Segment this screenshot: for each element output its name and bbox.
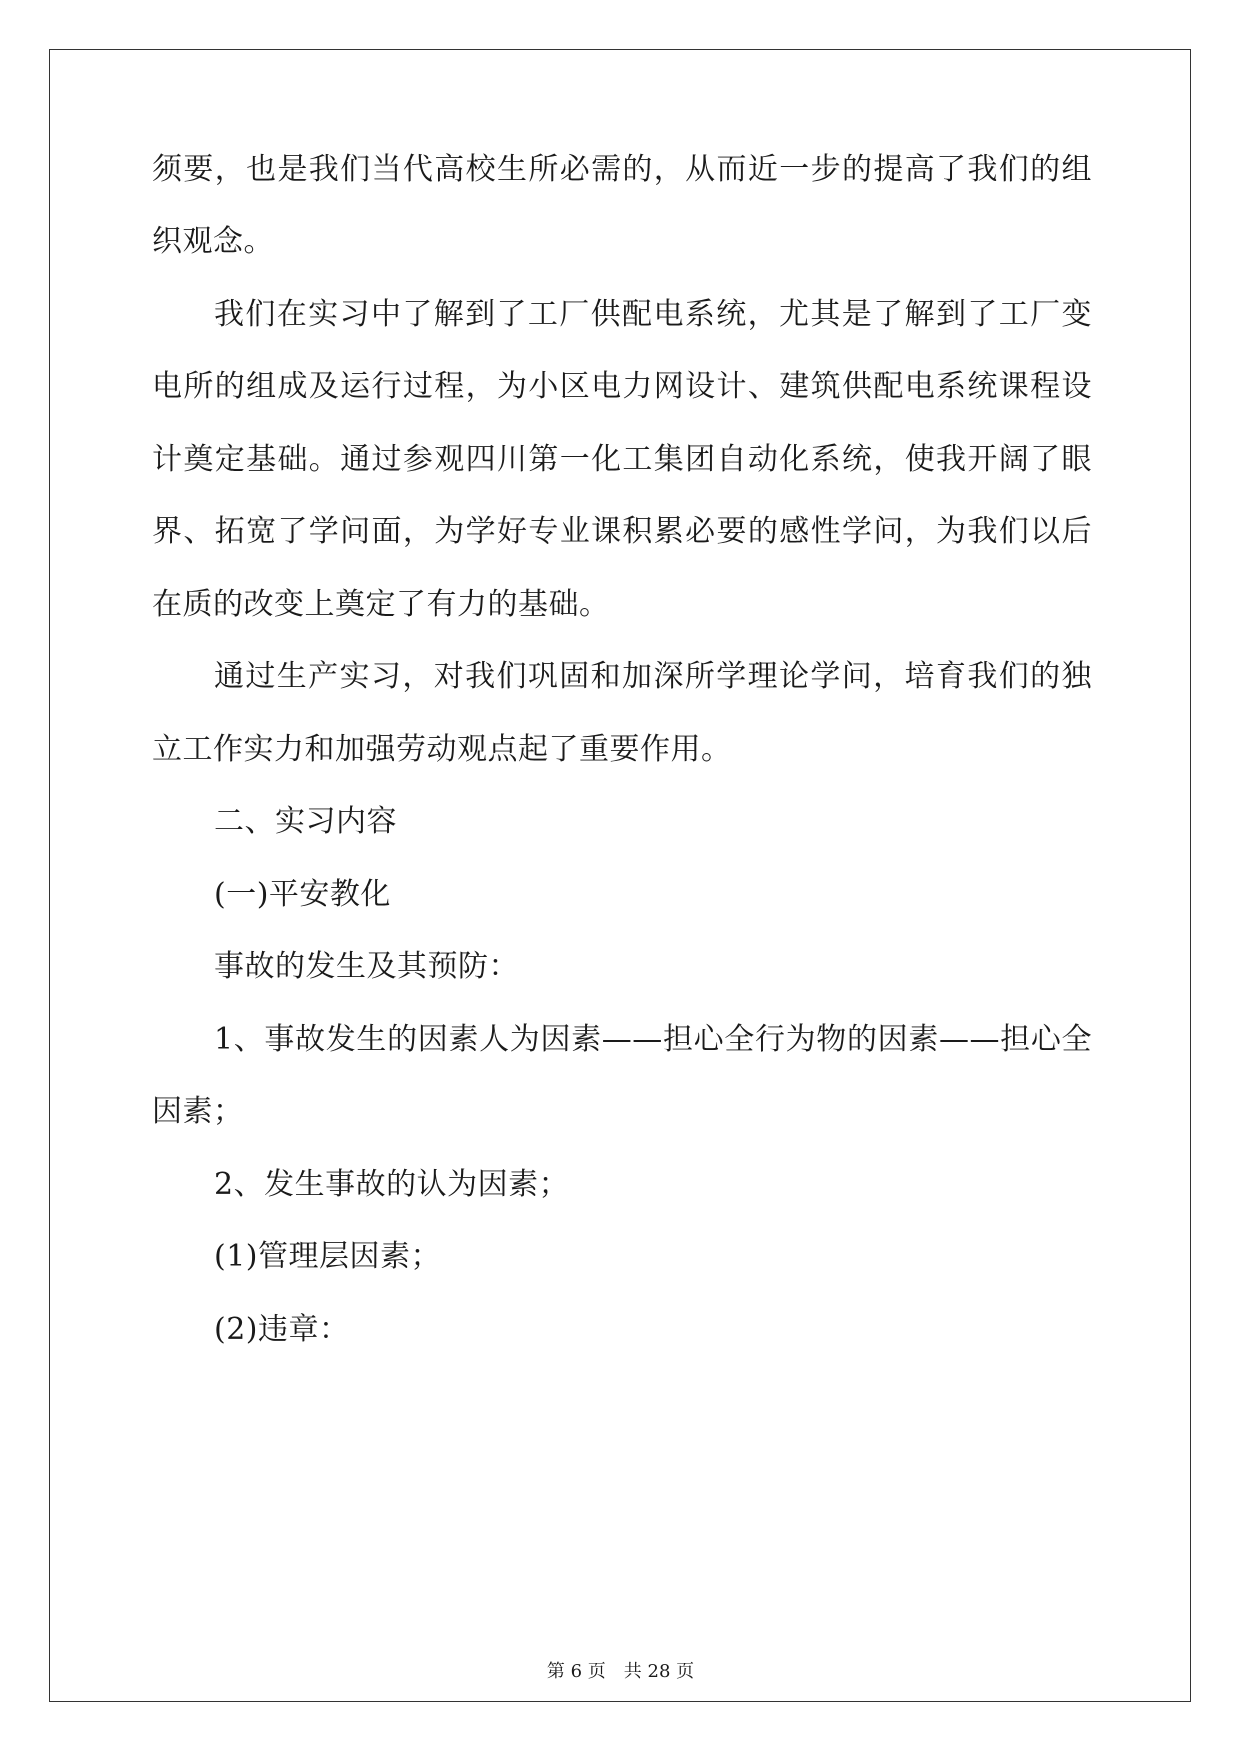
paragraph-line: 计奠定基础。通过参观四川第一化工集团自动化系统，使我开阔了眼 [152, 442, 1092, 477]
page-number: 第 6 页 [546, 1661, 606, 1682]
paragraph-line: 通过生产实习，对我们巩固和加深所学理论学问，培育我们的独 [214, 659, 1092, 694]
page-total: 共 28 页 [623, 1661, 695, 1682]
paragraph-line: 织观念。 [152, 224, 274, 259]
paragraph-line: 事故的发生及其预防： [214, 949, 519, 984]
page-footer [0, 1660, 1241, 1684]
paragraph-line: 界、拓宽了学问面，为学好专业课积累必要的感性学问，为我们以后 [152, 514, 1092, 549]
list-item-line: (2)违章： [214, 1312, 350, 1347]
list-item-line: 2、发生事故的认为因素； [214, 1167, 570, 1202]
list-item-line: 1、事故发生的因素人为因素——担心全行为物的因素——担心全 [214, 1022, 1092, 1057]
list-item-line: (1)管理层因素； [214, 1239, 441, 1274]
subsection-heading: (一)平安教化 [214, 877, 391, 912]
section-heading: 二、实习内容 [214, 804, 397, 839]
paragraph-line: 我们在实习中了解到了工厂供配电系统，尤其是了解到了工厂变 [214, 297, 1092, 332]
paragraph-line: 立工作实力和加强劳动观点起了重要作用。 [152, 732, 732, 767]
paragraph-line: 在质的改变上奠定了有力的基础。 [152, 587, 610, 622]
paragraph-line: 须要，也是我们当代高校生所必需的，从而近一步的提高了我们的组 [152, 152, 1092, 187]
list-item-line: 因素； [152, 1094, 244, 1129]
paragraph-line: 电所的组成及运行过程，为小区电力网设计、建筑供配电系统课程设 [152, 369, 1092, 404]
